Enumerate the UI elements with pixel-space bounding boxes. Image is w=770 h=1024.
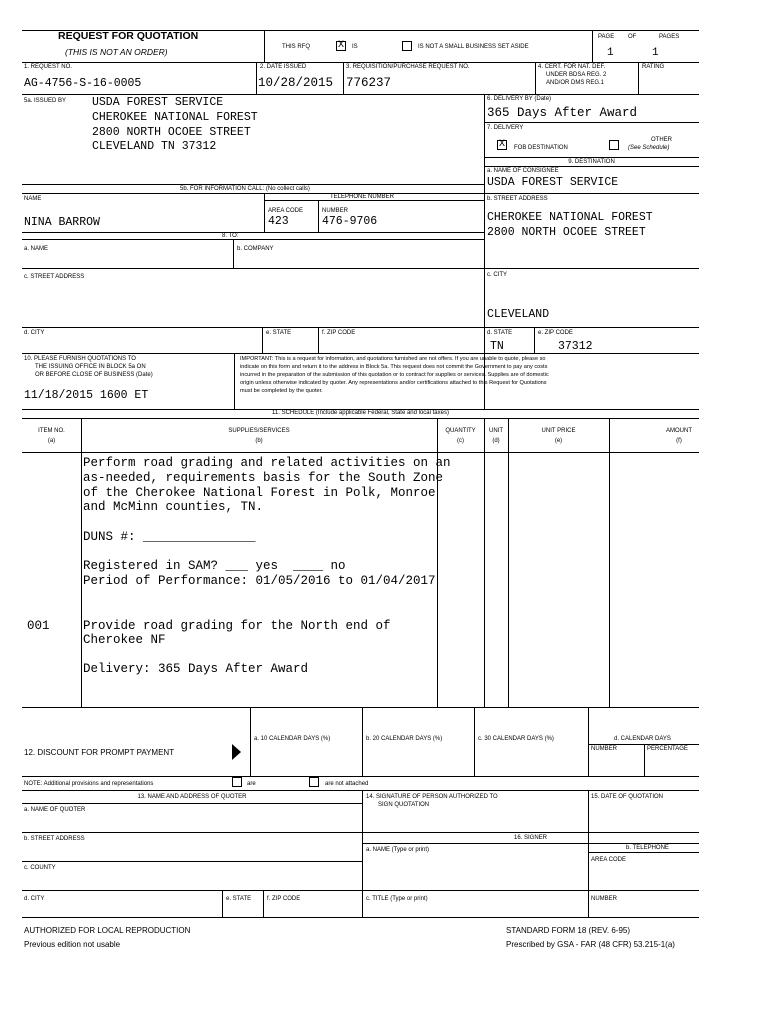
to-name-label: a. NAME [24, 246, 49, 252]
discount-20-days: b. 20 CALENDAR DAYS (%) [366, 736, 443, 742]
schedule-label: 11. SCHEDULE (Include applicable Federal, State and local taxes) [272, 410, 449, 416]
deliver-by-value: 365 Days After Award [487, 106, 638, 120]
block10-label-3: OR BEFORE CLOSE OF BUSINESS (Date) [35, 372, 153, 378]
is-label: IS [352, 44, 358, 50]
item-delivery: Delivery: 365 Days After Award [83, 662, 309, 676]
col-unit-price-sub: (e) [554, 438, 563, 444]
info-call-label: 5b. FOR INFORMATION CALL: (No collect calls) [180, 186, 310, 192]
quoter-county-label: c. COUNTY [24, 865, 56, 871]
quoter-zip-label: f. ZIP CODE [267, 896, 301, 902]
are-not-label: are not attached [325, 781, 369, 787]
item-number: 001 [27, 619, 50, 633]
date-issued-label: 2. DATE ISSUED [260, 64, 307, 70]
item-description-line-2: Cherokee NF [83, 633, 166, 647]
signer-area-code-label: AREA CODE [591, 857, 627, 863]
footer-reproduction: AUTHORIZED FOR LOCAL REPRODUCTION [24, 926, 191, 935]
discount-10-days: a. 10 CALENDAR DAYS (%) [254, 736, 331, 742]
dest-city-value: CLEVELAND [487, 308, 550, 321]
of-label: OF [628, 34, 637, 40]
consignee-label: a. NAME OF CONSIGNEE [487, 168, 559, 174]
cert-label-1: 4. CERT. FOR NAT. DEF. [538, 64, 606, 70]
dest-street-label: b. STREET ADDRESS [487, 196, 548, 202]
period-of-performance: Period of Performance: 01/05/2016 to 01/04/2017 [83, 574, 436, 588]
col-quantity-sub: (c) [457, 438, 464, 444]
cert-label-2: UNDER BDSA REG. 2 [546, 72, 607, 78]
discount-30-days: c. 30 CALENDAR DAYS (%) [478, 736, 554, 742]
signature-label-2: SIGN QUOTATION [378, 802, 430, 808]
contact-name-value: NINA BARROW [24, 216, 100, 229]
form-subtitle: (THIS IS NOT AN ORDER) [65, 47, 168, 57]
deliver-by-label: 6. DELIVERY BY (Date) [487, 96, 552, 102]
page-label: PAGE [598, 34, 615, 40]
to-zip-label: f. ZIP CODE [322, 330, 356, 336]
col-quantity-header: QUANTITY [445, 428, 476, 434]
request-no-label: 1. REQUEST NO. [24, 64, 72, 70]
to-label: 8. TO: [222, 233, 239, 239]
dest-street-line2: 2800 NORTH OCOEE STREET [487, 226, 646, 239]
duns-field: DUNS #: _______________ [83, 530, 256, 544]
dest-state-value: TN [490, 340, 504, 353]
are-attached-checkbox[interactable] [232, 777, 242, 787]
requisition-value: 776237 [346, 76, 392, 90]
footer-prescribed-by: Prescribed by GSA - FAR (48 CFR) 53.215-1(a) [506, 940, 675, 949]
fob-destination-label: FOB DESTINATION [514, 145, 568, 151]
phone-number-value: 476-9706 [322, 215, 378, 228]
date-issued-value: 10/28/2015 [258, 76, 334, 90]
col-supplies-sub: (b) [255, 438, 263, 444]
to-street-label: c. STREET ADDRESS [24, 274, 85, 280]
col-amount-header: AMOUNT [666, 428, 692, 434]
signer-telephone-label: b. TELEPHONE [626, 845, 669, 851]
block10-label-1: 10. PLEASE FURNISH QUOTATIONS TO [24, 356, 136, 362]
other-label: OTHER [651, 137, 672, 143]
arrow-right-icon [232, 744, 241, 760]
is-checkbox[interactable]: X [337, 40, 344, 51]
signer-label: 16. SIGNER [513, 835, 547, 841]
cert-label-3: AND/OR DMS REG.1 [546, 80, 605, 86]
dest-state-label: d. STATE [487, 330, 513, 336]
form-title: REQUEST FOR QUOTATION [58, 30, 199, 42]
quoter-section-label: 13. NAME AND ADDRESS OF QUOTER [137, 794, 247, 800]
sam-registration: Registered in SAM? ___ yes ____ no [83, 559, 346, 573]
discount-calendar-days: d. CALENDAR DAYS [614, 736, 671, 742]
col-supplies-header: SUPPLIES/SERVICES [228, 428, 290, 434]
signer-name-label: a. NAME (Type or print) [366, 847, 430, 853]
col-item-sub: (a) [47, 438, 56, 444]
to-state-label: e. STATE [266, 330, 292, 336]
issued-by-line4: CLEVELAND TN 37312 [92, 140, 217, 153]
area-code-value: 423 [268, 215, 289, 228]
delivery-label: 7. DELIVERY [487, 125, 524, 131]
dest-zip-label: e. ZIP CODE [538, 330, 573, 336]
are-label: are [247, 781, 256, 787]
issued-by-label: 5a. ISSUED BY [24, 98, 67, 104]
quoter-city-label: d. CITY [24, 896, 45, 902]
not-small-business-label: IS NOT A SMALL BUSINESS SET ASIDE [418, 44, 529, 50]
pages-total: 1 [652, 47, 659, 59]
note-text: NOTE: Additional provisions and representations [24, 781, 154, 787]
rating-label: RATING [642, 64, 665, 70]
issued-by-line3: 2800 NORTH OCOEE STREET [92, 126, 251, 139]
dest-city-label: c. CITY [487, 272, 508, 278]
page-number: 1 [607, 47, 614, 59]
signer-number-label: NUMBER [591, 896, 618, 902]
contact-name-label: NAME [24, 196, 42, 202]
quotation-due-date: 11/18/2015 1600 ET [24, 389, 149, 402]
quotation-date-label: 15. DATE OF QUOTATION [591, 794, 664, 800]
signer-title-label: c. TITLE (Type or print) [366, 896, 428, 902]
pages-label: PAGES [659, 34, 680, 40]
consignee-value: USDA FOREST SERVICE [487, 176, 619, 189]
to-company-label: b. COMPANY [237, 246, 274, 252]
footer-standard-form: STANDARD FORM 18 (REV. 6-95) [506, 926, 631, 935]
dest-zip-value: 37312 [558, 340, 593, 353]
request-no-value: AG-4756-S-16-0005 [24, 77, 142, 90]
col-amount-sub: (f) [676, 438, 682, 444]
signature-label-1: 14. SIGNATURE OF PERSON AUTHORIZED TO [366, 794, 498, 800]
block10-label-2: THE ISSUING OFFICE IN BLOCK 5a ON [35, 364, 146, 370]
telephone-label: TELEPHONE NUMBER [330, 194, 395, 200]
issued-by-line1: USDA FOREST SERVICE [92, 96, 224, 109]
issued-by-line2: CHEROKEE NATIONAL FOREST [92, 111, 258, 124]
other-sub-label: (See Schedule) [628, 145, 670, 151]
item-description-line-1: Provide road grading for the North end of [83, 619, 391, 633]
important-notice: IMPORTANT: This is a request for information, and quotations furnished are not offers. If you are unable to quote, please so indicate on this form and return it to the address in Block 5a. This request does not commit the Government to pay any costs incurred in the preparation of the submission of this quotation or to contract for supplies or services. Supplies are of domestic origin unless otherwise indicated by quoter. Any representations and/or certifications attached to this Request for Quotations must be completed by the quoter. [240, 356, 549, 394]
description-line-4: and McMinn counties, TN. [83, 500, 264, 514]
col-unit-sub: (d) [492, 438, 500, 444]
description-line-2: as-needed, requirements basis for the South Zone [83, 471, 444, 485]
col-unit-header: UNIT [489, 428, 503, 434]
dest-street-line1: CHEROKEE NATIONAL FOREST [487, 211, 653, 224]
col-unit-price-header: UNIT PRICE [541, 428, 576, 434]
discount-percentage-label: PERCENTAGE [647, 746, 688, 752]
quoter-state-label: e. STATE [226, 896, 252, 902]
this-rfq-label: THIS RFQ [282, 44, 310, 50]
destination-label: 9. DESTINATION [568, 159, 615, 165]
discount-label: 12. DISCOUNT FOR PROMPT PAYMENT [24, 748, 175, 757]
quoter-street-label: b. STREET ADDRESS [24, 836, 85, 842]
other-checkbox[interactable] [609, 140, 619, 150]
quoter-name-label: a. NAME OF QUOTER [24, 807, 86, 813]
discount-number-label: NUMBER [591, 746, 618, 752]
fob-destination-checkbox[interactable]: X [498, 139, 505, 150]
not-small-business-checkbox[interactable] [402, 41, 412, 51]
requisition-label: 3. REQUISITION/PURCHASE REQUEST NO. [346, 64, 470, 70]
description-line-3: of the Cherokee National Forest in Polk, Monroe [83, 486, 436, 500]
area-code-label: AREA CODE [268, 208, 304, 214]
footer-previous-edition: Previous edition not usable [24, 940, 121, 949]
phone-number-label: NUMBER [322, 208, 349, 214]
col-item-header: ITEM NO. [38, 428, 65, 434]
are-not-attached-checkbox[interactable] [309, 777, 319, 787]
to-city-label: d. CITY [24, 330, 45, 336]
description-line-1: Perform road grading and related activities on an [83, 456, 451, 470]
